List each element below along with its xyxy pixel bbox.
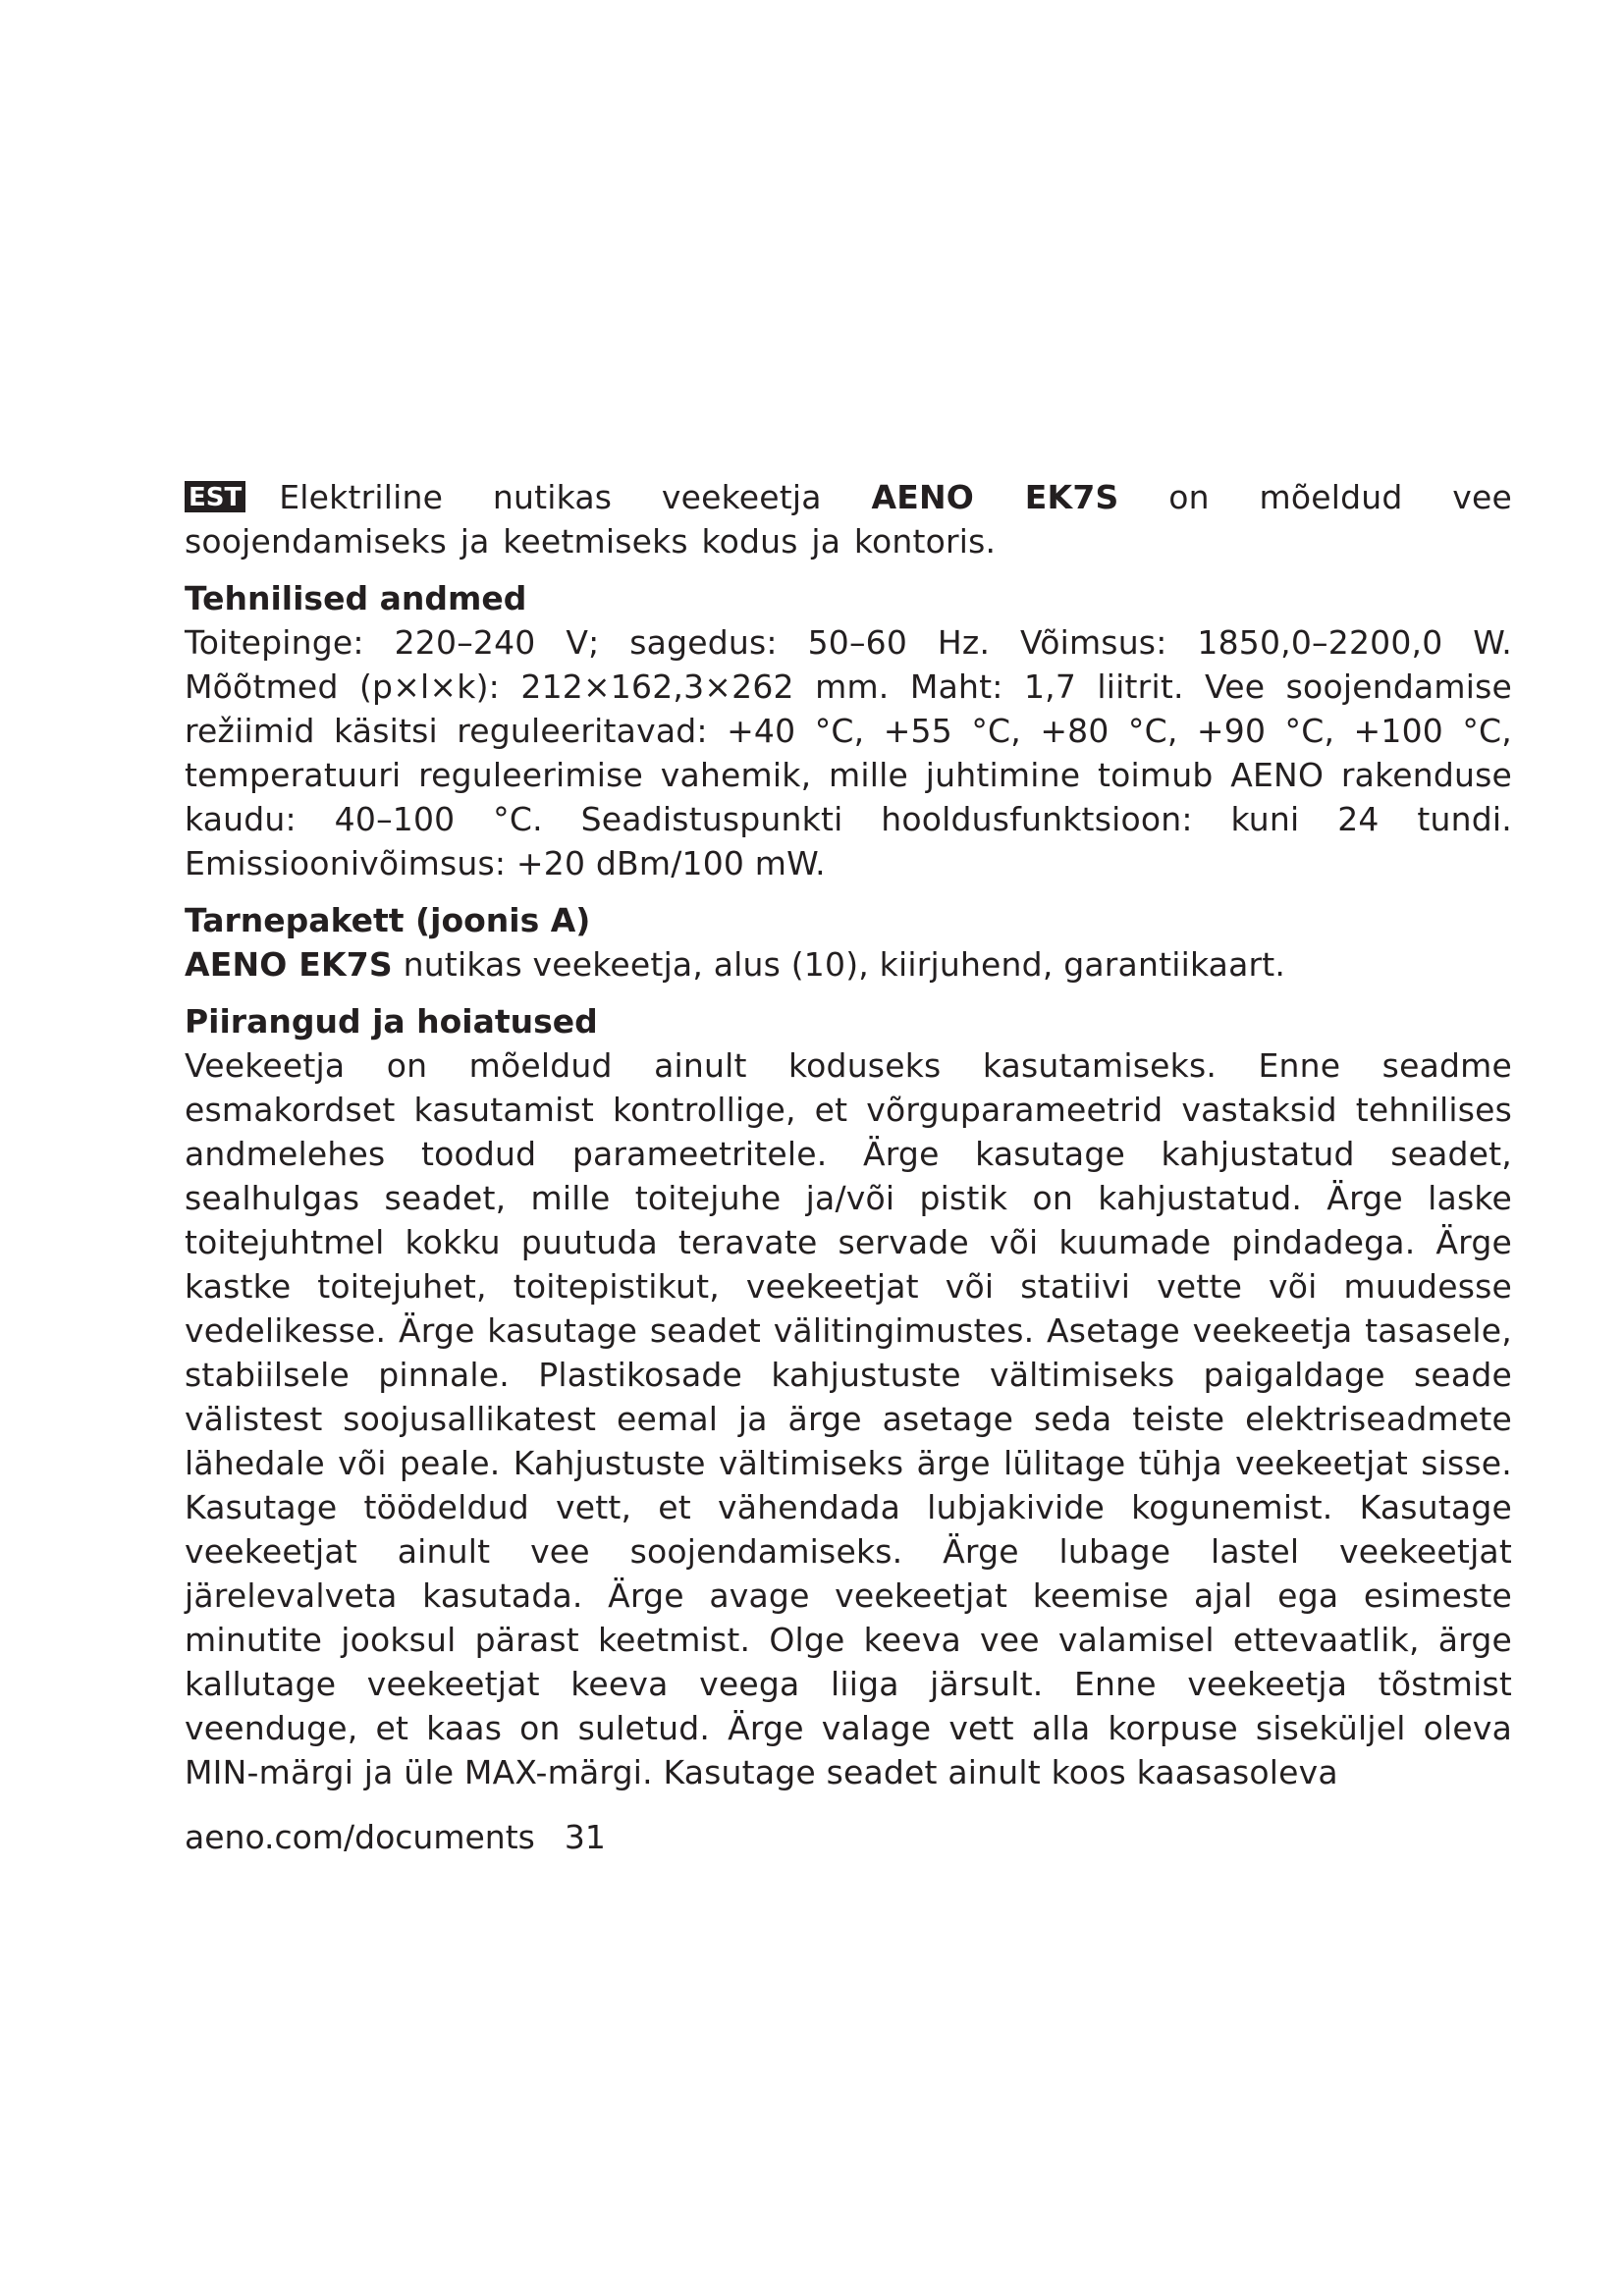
package-product-name: AENO EK7S bbox=[185, 945, 393, 984]
footer-url: aeno.com/documents bbox=[185, 1818, 535, 1856]
technical-body: Toitepinge: 220–240 V; sagedus: 50–60 Hz. Võimsus: 1850,0–2200,0 W. Mõõtmed (p×l×k): 212×162,3×262 mm. Maht: 1,7 liitrit. Vee soojendamise režiimid käsitsi reguleeritavad: +40 °C, +55 °C, +80 °C, +90 °C, +100 °C, temperatuuri reguleerimise vahemik, mille juhtimine toimub AENO rakenduse kaudu: 40–100 °C. Seadistuspunkti hooldusfunktsioon: kuni 24 tundi. Emissioonivõimsus: +20 dBm/100 mW. bbox=[185, 623, 1512, 882]
intro-paragraph bbox=[185, 475, 1512, 563]
language-badge: EST bbox=[185, 481, 245, 512]
package-body bbox=[185, 942, 1512, 987]
package-contents: nutikas veekeetja, alus (10), kiirjuhend, garantiikaart. bbox=[392, 945, 1286, 984]
warnings-body: Veekeetja on mõeldud ainult koduseks kasutamiseks. Enne seadme esmakordset kasutamist kontrollige, et võrguparameetrid vastaksid tehnilises andmelehes toodud parameetritele. Ärge kasutage kahjustatud seadet, sealhulgas seadet, mille toitejuhe ja/või pistik on kahjustatud. Ärge laske toitejuhtmel kokku puutuda teravate servade või kuumade pindadega. Ärge kastke toitejuhet, toitepistikut, veekeetjat või statiivi vette või muudesse vedelikesse. Ärge kasutage seadet välitingimustes. Asetage veekeetja tasasele, stabiilsele pinnale. Plastikosade kahjustuste vältimiseks paigaldage seade välistest soojusallikatest eemal ja ärge asetage seda teiste elektriseadmete lähedale või peale. Kahjustuste vältimiseks ärge lülitage tühja veekeetjat sisse. Kasutage töödeldud vett, et vähendada lubjakivide kogunemist. Kasutage veekeetjat ainult vee soojendamiseks. Ärge lubage lastel veekeetjat järelevalveta kasutada. Ärge avage veekeetjat keemise ajal ega esimeste minutite jooksul pärast keetmist. Olge keeva vee valamisel ettevaatlik, ärge kallutage veekeetjat keeva veega liiga järsult. Enne veekeetja tõstmist veenduge, et kaas on suletud. Ärge valage vett alla korpuse siseküljel oleva MIN-märgi ja üle MAX-märgi. Kasutage seadet ainult koos kaasasoleva bbox=[185, 1046, 1512, 1791]
package-heading: Tarnepakett (joonis A) bbox=[185, 901, 591, 939]
page-footer bbox=[185, 1816, 606, 1859]
document-page bbox=[185, 475, 1512, 1794]
page-number: 31 bbox=[564, 1818, 606, 1856]
intro-text-before: Elektriline nutikas veekeetja bbox=[279, 478, 872, 516]
technical-heading: Tehnilised andmed bbox=[185, 579, 527, 617]
intro-product-name: AENO EK7S bbox=[871, 478, 1119, 516]
intro-text-after: on mõeldud vee soojendamiseks ja keetmiseks kodus ja kontoris. bbox=[185, 478, 1512, 561]
warnings-heading: Piirangud ja hoiatused bbox=[185, 1002, 598, 1041]
